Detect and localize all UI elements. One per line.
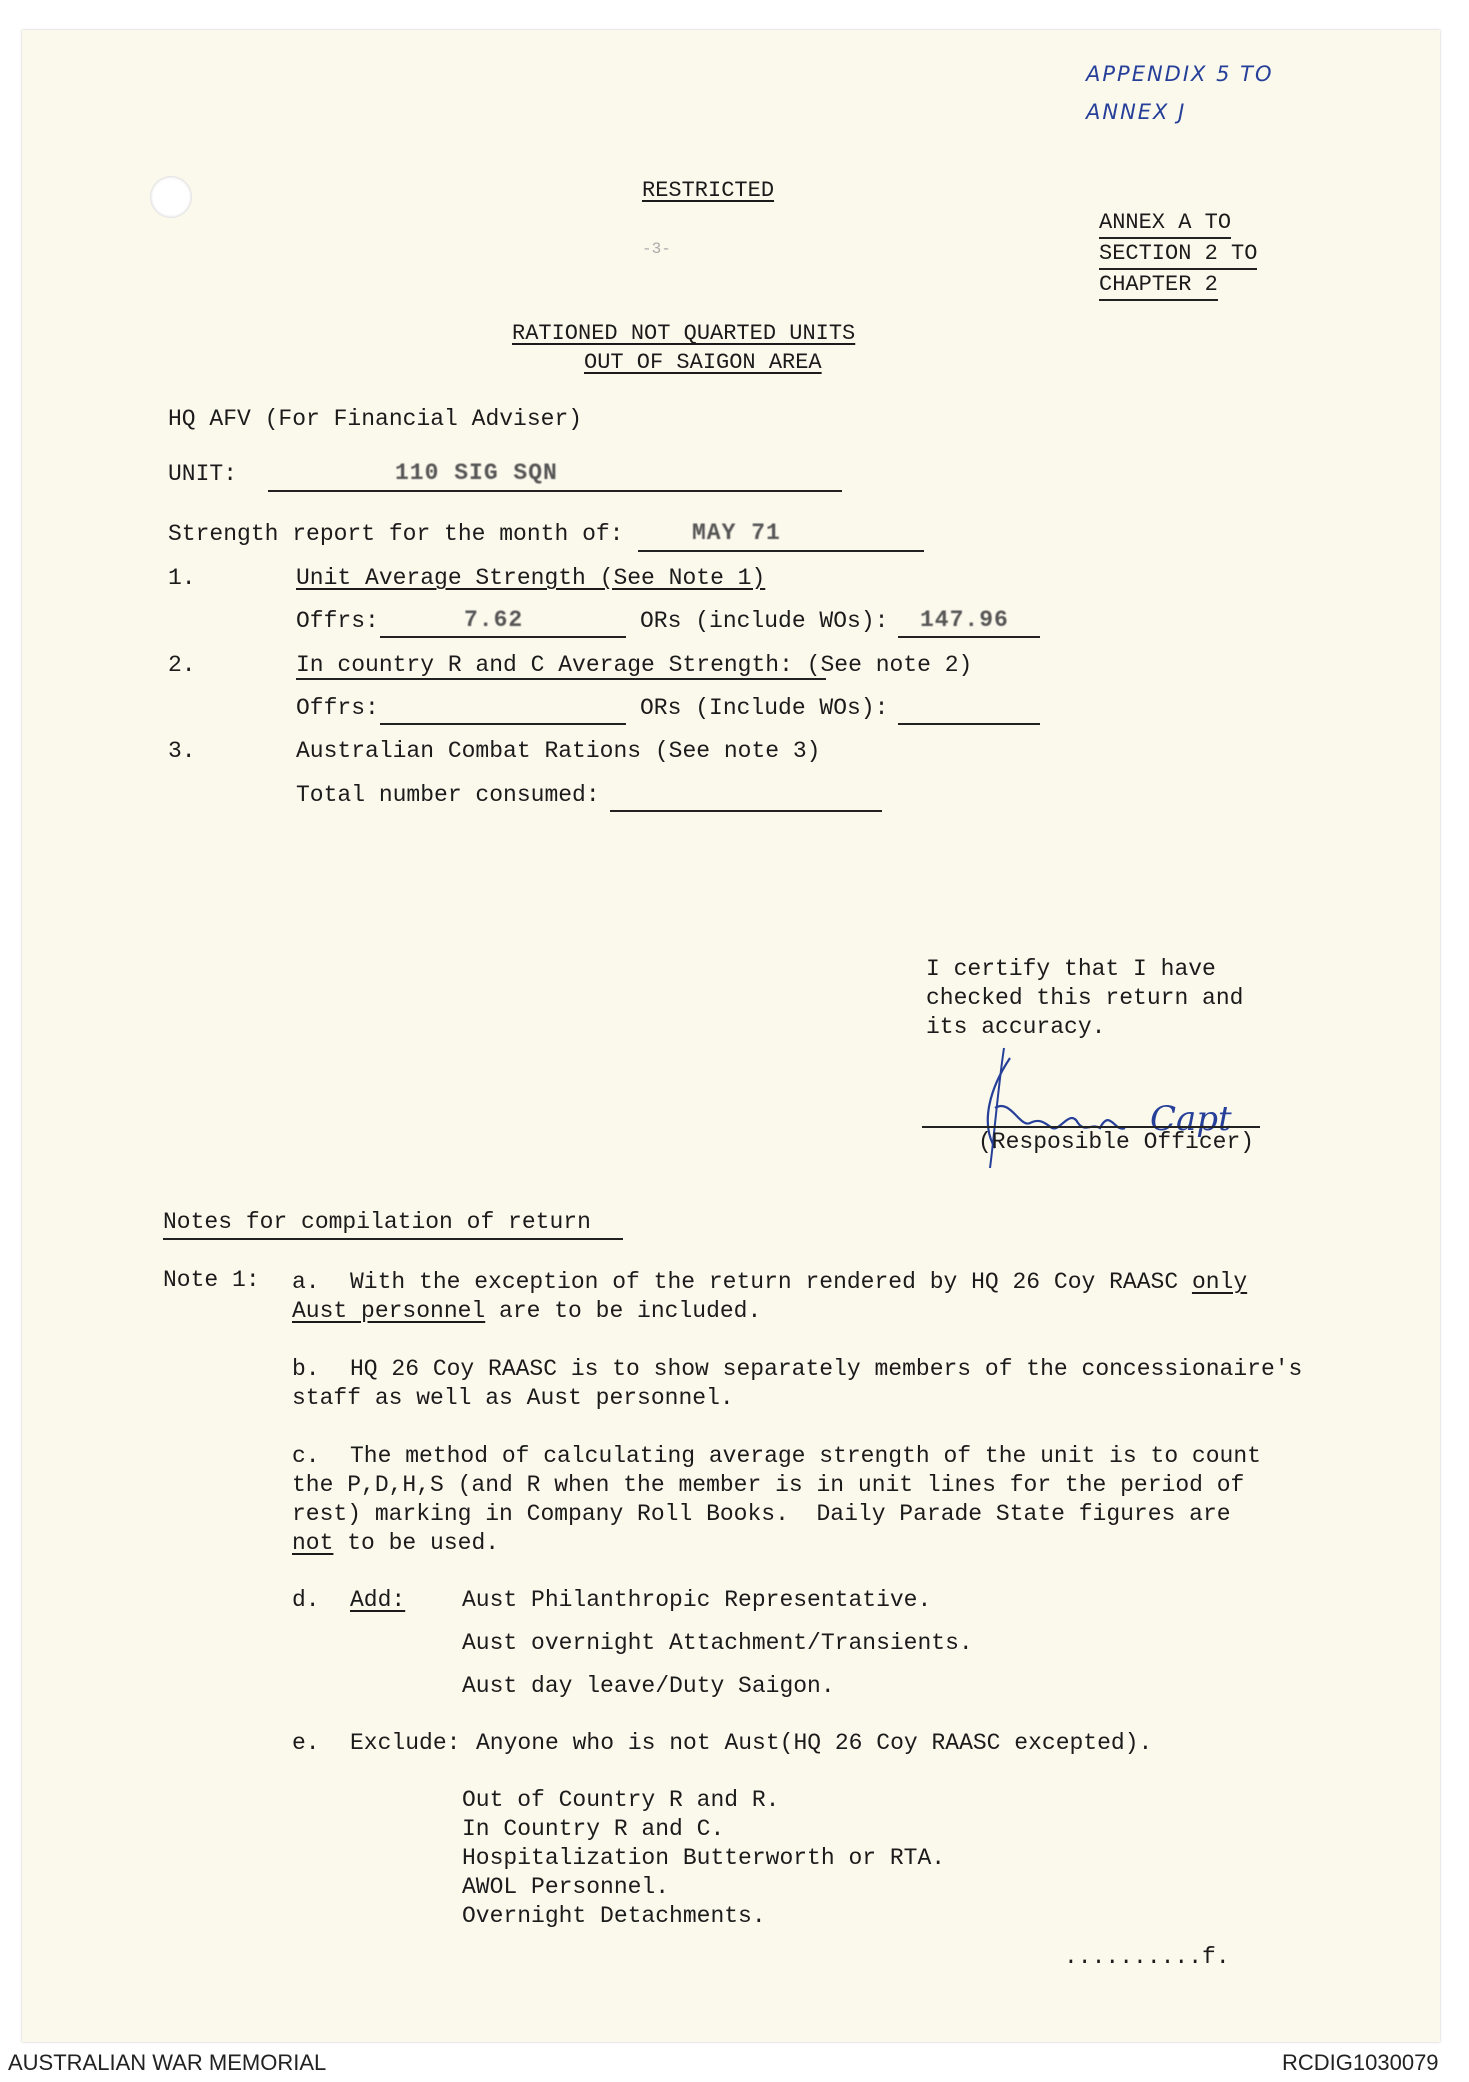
notes-heading-underline: [163, 1238, 623, 1240]
footer-record-id: RCDIG1030079: [1282, 2050, 1439, 2075]
item-2-ors-line: [898, 723, 1040, 725]
note-e-item: Hospitalization Butterworth or RTA.: [462, 1845, 946, 1871]
handwritten-annex-ref: ANNEX J: [1086, 100, 1187, 124]
note-d-add-label: Add:: [350, 1587, 406, 1613]
classification-marking: RESTRICTED: [642, 178, 775, 203]
item-2-offrs-label: Offrs:: [296, 695, 379, 721]
item-1-heading: Unit Average Strength (See Note 1): [296, 565, 766, 591]
continuation-marker: ..........f.: [1064, 1944, 1230, 1970]
item-3-number: 3.: [168, 738, 196, 764]
annex-reference: [1099, 208, 1257, 301]
item-1-offrs-line: [380, 636, 626, 638]
item-2-number: 2.: [168, 652, 196, 678]
unit-value: 110 SIG SQN: [395, 460, 558, 486]
notes-heading: Notes for compilation of return: [163, 1209, 591, 1235]
note-b-line-2: staff as well as Aust personnel.: [292, 1385, 734, 1411]
item-1-offrs-value: 7.62: [464, 607, 524, 633]
month-field-line: [638, 550, 924, 552]
note-d-item: Aust overnight Attachment/Transients.: [462, 1630, 973, 1656]
certify-line-2: checked this return and: [926, 985, 1244, 1011]
footer-institution: AUSTRALIAN WAR MEMORIAL: [8, 2050, 327, 2075]
item-2-ors-label: ORs (Include WOs):: [640, 695, 889, 721]
item-1-ors-line: [898, 636, 1040, 638]
responsible-officer-label: (Resposible Officer): [978, 1129, 1255, 1155]
note-e-prefix: e.: [292, 1730, 320, 1756]
note-c-rest: to be used.: [333, 1530, 500, 1556]
item-1-number: 1.: [168, 565, 196, 591]
signature-rank: Capt: [1150, 1099, 1232, 1139]
note-a-rest: are to be included.: [485, 1298, 762, 1324]
month-value: MAY 71: [692, 520, 781, 546]
item-3-total-line: [610, 810, 882, 812]
certify-line-3: its accuracy.: [926, 1014, 1106, 1040]
note-e-item: In Country R and C.: [462, 1816, 725, 1842]
item-3-heading: Australian Combat Rations (See note 3): [296, 738, 821, 764]
note-c-line-2: the P,D,H,S (and R when the member is in unit lines for the period of: [292, 1472, 1245, 1498]
item-1-ors-label: ORs (include WOs):: [640, 608, 889, 634]
note-a-only-emphasis: only: [1191, 1269, 1248, 1295]
addressee: HQ AFV (For Financial Adviser): [168, 406, 583, 432]
strength-report-label: Strength report for the month of:: [168, 521, 624, 547]
note-c-prefix: c.: [292, 1443, 320, 1469]
note-e-first: Anyone who is not Aust(HQ 26 Coy RAASC excepted).: [476, 1730, 1153, 1756]
page-marker: -3-: [642, 240, 671, 258]
item-2-heading: In country R and C Average Strength: (See note 2): [296, 652, 973, 678]
note-c-line-1: The method of calculating average strength of the unit is to count: [350, 1443, 1261, 1469]
note-c-line-3: rest) marking in Company Roll Books. Daily Parade State figures are: [292, 1501, 1231, 1527]
form-title-line-2: OUT OF SAIGON AREA: [584, 350, 822, 375]
note-a-prefix: a.: [292, 1269, 320, 1295]
annex-line-3: CHAPTER 2: [1099, 270, 1218, 301]
signature-line: [922, 1126, 1260, 1128]
note-d-prefix: d.: [292, 1587, 320, 1613]
note-e-item: Out of Country R and R.: [462, 1787, 780, 1813]
note-e-item: Overnight Detachments.: [462, 1903, 766, 1929]
note-a-text: With the exception of the return rendered by HQ 26 Coy RAASC: [350, 1269, 1192, 1295]
annex-line-2: SECTION 2 TO: [1099, 239, 1257, 270]
note-a-aust-personnel-emphasis: Aust personnel: [292, 1298, 486, 1324]
note-c-line-4: [292, 1530, 499, 1556]
annex-line-1: ANNEX A TO: [1099, 208, 1231, 239]
note-a-line-1: [350, 1269, 1247, 1295]
unit-label: UNIT:: [168, 461, 238, 487]
note-d-item: Aust Philanthropic Representative.: [462, 1587, 932, 1613]
item-2-heading-underline: [296, 678, 826, 680]
note-1-label: Note 1:: [163, 1267, 260, 1293]
punch-hole: [150, 176, 192, 218]
note-e-item: AWOL Personnel.: [462, 1874, 670, 1900]
item-2-offrs-line: [380, 723, 626, 725]
note-b-line-1: HQ 26 Coy RAASC is to show separately members of the concessionaire's: [350, 1356, 1303, 1382]
note-b-prefix: b.: [292, 1356, 320, 1382]
unit-field-line: [268, 490, 842, 492]
note-d-item: Aust day leave/Duty Saigon.: [462, 1673, 835, 1699]
note-a-line-2: [292, 1298, 761, 1324]
note-c-not-emphasis: not: [292, 1530, 334, 1556]
certify-line-1: I certify that I have: [926, 956, 1216, 982]
handwritten-appendix-ref: APPENDIX 5 TO: [1086, 62, 1274, 86]
note-e-exclude-label: Exclude:: [350, 1730, 461, 1756]
item-1-ors-value: 147.96: [920, 607, 1009, 633]
item-1-offrs-label: Offrs:: [296, 608, 379, 634]
item-3-total-label: Total number consumed:: [296, 782, 600, 808]
form-title-line-1: RATIONED NOT QUARTED UNITS: [512, 321, 856, 346]
